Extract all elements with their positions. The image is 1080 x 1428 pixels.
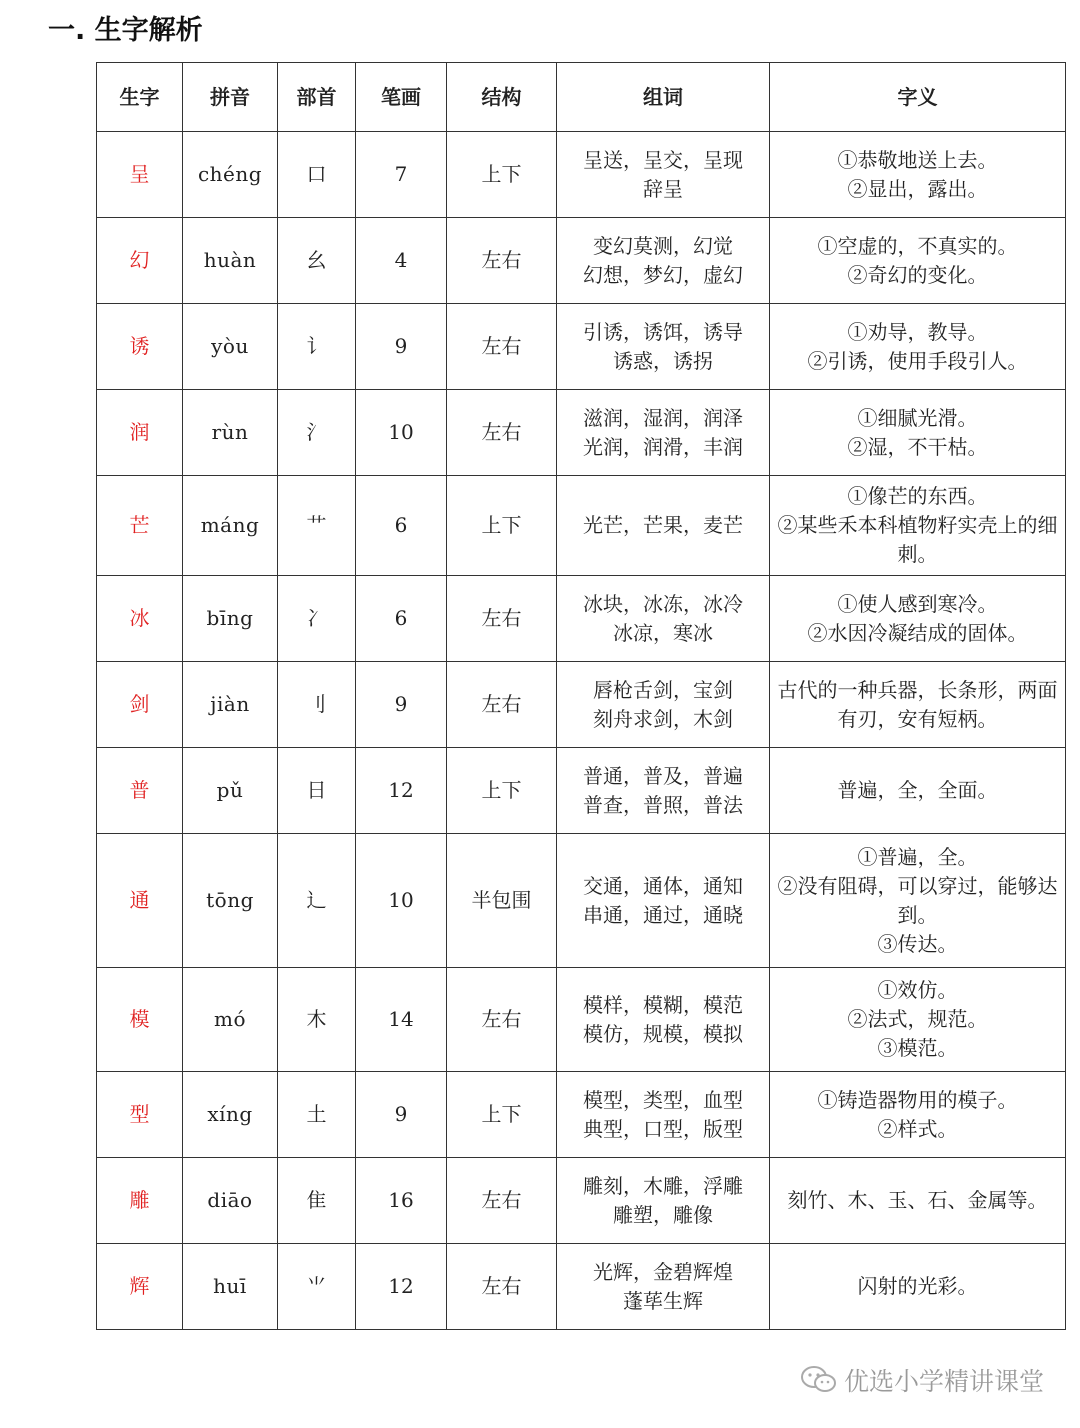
meaning-line: ②样式。 [877, 1116, 958, 1141]
table-row [97, 1158, 1066, 1244]
word-line: 雕刻，木雕，浮雕 [583, 1173, 743, 1198]
char-cell: 润 [97, 390, 183, 476]
meaning-line: ①劝导，教导。 [847, 319, 988, 344]
char-cell: 剑 [97, 662, 183, 748]
meaning-line: ①细腻光滑。 [857, 405, 978, 430]
structure-cell: 左右 [447, 662, 557, 748]
word-line: 辞呈 [643, 176, 683, 201]
word-line: 普通，普及，普遍 [583, 763, 743, 788]
meaning-cell [770, 662, 1066, 748]
meaning-cell [770, 304, 1066, 390]
strokes-cell: 16 [356, 1158, 447, 1244]
strokes-cell: 9 [356, 1072, 447, 1158]
words-cell [557, 576, 770, 662]
meaning-line: ②某些禾本科植物籽实壳上的细刺。 [777, 513, 1058, 566]
meaning-line: ②没有阻碍，可以穿过，能够达到。 [777, 873, 1058, 927]
structure-cell: 左右 [447, 218, 557, 304]
words-cell [557, 662, 770, 748]
pinyin-cell: mó [183, 968, 278, 1072]
header-strokes: 笔画 [356, 63, 447, 132]
header-words: 组词 [557, 63, 770, 132]
pinyin-cell: máng [183, 476, 278, 576]
meaning-line: ②水因冷凝结成的固体。 [807, 620, 1028, 645]
structure-cell: 左右 [447, 576, 557, 662]
radical-cell: 刂 [278, 662, 356, 748]
char-cell: 辉 [97, 1244, 183, 1330]
header-structure: 结构 [447, 63, 557, 132]
radical-cell: 日 [278, 748, 356, 834]
pinyin-cell: diāo [183, 1158, 278, 1244]
meaning-line: ①恭敬地送上去。 [837, 147, 998, 172]
word-line: 交通，通体，通知 [583, 873, 743, 898]
word-line: 冰块，冰冻，冰冷 [583, 591, 743, 616]
table-row [97, 1072, 1066, 1158]
word-line: 唇枪舌剑，宝剑 [593, 677, 733, 702]
words-cell [557, 748, 770, 834]
words-cell [557, 1072, 770, 1158]
table-body [97, 132, 1066, 1330]
header-radical: 部首 [278, 63, 356, 132]
meaning-line: ①效仿。 [877, 978, 958, 1002]
structure-cell: 左右 [447, 1244, 557, 1330]
char-cell: 幻 [97, 218, 183, 304]
radical-cell: 辶 [278, 834, 356, 968]
word-line: 冰凉，寒冰 [613, 620, 713, 645]
table-row [97, 132, 1066, 218]
words-cell [557, 476, 770, 576]
meaning-line: ③传达。 [877, 931, 958, 956]
meaning-line: 古代的一种兵器，长条形，两面有刃，安有短柄。 [777, 677, 1058, 731]
meaning-line: ②显出，露出。 [847, 176, 988, 201]
word-line: 蓬荜生辉 [623, 1288, 703, 1313]
header-pinyin: 拼音 [183, 63, 278, 132]
structure-cell: 上下 [447, 748, 557, 834]
strokes-cell: 9 [356, 662, 447, 748]
words-cell [557, 218, 770, 304]
table-row [97, 662, 1066, 748]
structure-cell: 左右 [447, 1158, 557, 1244]
radical-cell: 冫 [278, 576, 356, 662]
char-cell: 呈 [97, 132, 183, 218]
meaning-line: ②湿，不干枯。 [847, 434, 988, 459]
radical-cell: 讠 [278, 304, 356, 390]
pinyin-cell: huī [183, 1244, 278, 1330]
meaning-cell [770, 1158, 1066, 1244]
word-line: 引诱，诱饵，诱导 [583, 319, 743, 344]
meaning-line: ②引诱，使用手段引人。 [807, 348, 1028, 373]
table-row [97, 748, 1066, 834]
words-cell [557, 968, 770, 1072]
table-row [97, 390, 1066, 476]
char-cell: 普 [97, 748, 183, 834]
meaning-line: ①像芒的东西。 [847, 484, 988, 508]
words-cell [557, 1158, 770, 1244]
structure-cell: 左右 [447, 304, 557, 390]
word-line: 模仿，规模，模拟 [583, 1021, 743, 1046]
table-row [97, 304, 1066, 390]
char-cell: 模 [97, 968, 183, 1072]
meaning-cell [770, 834, 1066, 968]
words-cell [557, 304, 770, 390]
radical-cell: 幺 [278, 218, 356, 304]
word-line: 普查，普照，普法 [583, 792, 743, 817]
table-row [97, 834, 1066, 968]
word-line: 变幻莫测，幻觉 [593, 233, 733, 258]
structure-cell: 左右 [447, 968, 557, 1072]
word-line: 诱惑，诱拐 [613, 348, 713, 373]
meaning-cell [770, 968, 1066, 1072]
table-row [97, 1244, 1066, 1330]
wechat-icon [800, 1365, 838, 1395]
words-cell [557, 834, 770, 968]
strokes-cell: 6 [356, 576, 447, 662]
pinyin-cell: yòu [183, 304, 278, 390]
radical-cell: 木 [278, 968, 356, 1072]
meaning-cell [770, 576, 1066, 662]
strokes-cell: 9 [356, 304, 447, 390]
char-cell: 型 [97, 1072, 183, 1158]
meaning-cell [770, 748, 1066, 834]
table-row [97, 476, 1066, 576]
word-line: 模型，类型，血型 [583, 1087, 743, 1112]
pinyin-cell: jiàn [183, 662, 278, 748]
char-cell: 通 [97, 834, 183, 968]
word-line: 刻舟求剑，木剑 [593, 706, 733, 731]
radical-cell: 口 [278, 132, 356, 218]
pinyin-cell: pǔ [183, 748, 278, 834]
table-row [97, 576, 1066, 662]
meaning-cell [770, 132, 1066, 218]
strokes-cell: 6 [356, 476, 447, 576]
words-cell [557, 132, 770, 218]
char-cell: 雕 [97, 1158, 183, 1244]
word-line: 光芒，芒果，麦芒 [583, 513, 743, 537]
meaning-line: ③模范。 [877, 1036, 958, 1060]
structure-cell: 半包围 [447, 834, 557, 968]
strokes-cell: 10 [356, 390, 447, 476]
words-cell [557, 1244, 770, 1330]
pinyin-cell: tōng [183, 834, 278, 968]
header-row [97, 63, 1066, 132]
meaning-cell [770, 476, 1066, 576]
structure-cell: 左右 [447, 390, 557, 476]
radical-cell: 土 [278, 1072, 356, 1158]
char-cell: 芒 [97, 476, 183, 576]
strokes-cell: 12 [356, 1244, 447, 1330]
radical-cell: 隹 [278, 1158, 356, 1244]
header-char: 生字 [97, 63, 183, 132]
word-line: 滋润，湿润，润泽 [583, 405, 743, 430]
meaning-cell [770, 218, 1066, 304]
pinyin-cell: huàn [183, 218, 278, 304]
strokes-cell: 7 [356, 132, 447, 218]
word-line: 雕塑，雕像 [613, 1202, 713, 1227]
meaning-cell [770, 390, 1066, 476]
watermark-text: 优选小学精讲课堂 [843, 1367, 1044, 1396]
meaning-line: 闪射的光彩。 [857, 1274, 978, 1298]
strokes-cell: 12 [356, 748, 447, 834]
pinyin-cell: bīng [183, 576, 278, 662]
meaning-line: ②奇幻的变化。 [847, 262, 988, 287]
word-line: 呈送，呈交，呈现 [583, 147, 743, 172]
meaning-line: 普遍，全，全面。 [837, 778, 998, 802]
header-meaning: 字义 [770, 63, 1066, 132]
pinyin-cell: chéng [183, 132, 278, 218]
pinyin-cell: rùn [183, 390, 278, 476]
meaning-cell [770, 1244, 1066, 1330]
strokes-cell: 4 [356, 218, 447, 304]
radical-cell: ⺌ [278, 1244, 356, 1330]
structure-cell: 上下 [447, 476, 557, 576]
meaning-line: 刻竹、木、玉、石、金属等。 [787, 1188, 1048, 1212]
meaning-line: ①铸造器物用的模子。 [817, 1087, 1018, 1112]
radical-cell: 艹 [278, 476, 356, 576]
words-cell [557, 390, 770, 476]
char-cell: 诱 [97, 304, 183, 390]
char-cell: 冰 [97, 576, 183, 662]
meaning-line: ②法式，规范。 [847, 1007, 988, 1031]
meaning-line: ①空虚的，不真实的。 [817, 233, 1018, 258]
meaning-line: ①使人感到寒冷。 [837, 591, 998, 616]
word-line: 幻想，梦幻，虚幻 [583, 262, 743, 287]
table-row [97, 218, 1066, 304]
page-heading: 一. 生字解析 [48, 15, 203, 46]
strokes-cell: 10 [356, 834, 447, 968]
structure-cell: 上下 [447, 1072, 557, 1158]
word-line: 串通，通过，通晓 [583, 902, 743, 927]
word-line: 光辉，金碧辉煌 [593, 1259, 733, 1284]
watermark [800, 1362, 1044, 1398]
structure-cell: 上下 [447, 132, 557, 218]
radical-cell: 氵 [278, 390, 356, 476]
word-line: 光润，润滑，丰润 [583, 434, 743, 459]
character-table [96, 62, 1066, 1330]
meaning-line: ①普遍，全。 [857, 844, 978, 869]
pinyin-cell: xíng [183, 1072, 278, 1158]
table-row [97, 968, 1066, 1072]
strokes-cell: 14 [356, 968, 447, 1072]
word-line: 典型，口型，版型 [583, 1116, 743, 1141]
meaning-cell [770, 1072, 1066, 1158]
word-line: 模样，模糊，模范 [583, 992, 743, 1017]
